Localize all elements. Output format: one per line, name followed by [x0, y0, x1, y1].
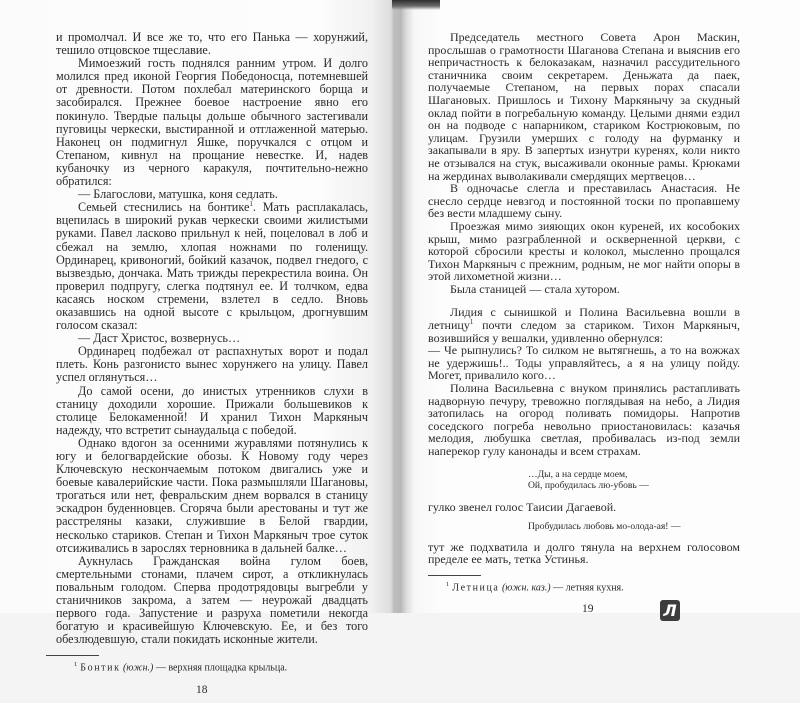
- paragraph: Была станицей — стала хутором.: [450, 281, 620, 296]
- publisher-logo: Л: [660, 600, 680, 621]
- paragraph: и промолчал. И все же то, что его Панька — хорунжий, тешило отцовское тщеславие.: [56, 30, 368, 58]
- paragraph: До самой осени, до инистых утренников слухи в станицу доходили хорошие. Прижали большевиков к столице Белокаменной! И хранил Тихон Маркяныч надежду, что встретит сынаудальца с победой.: [56, 383, 368, 437]
- dialogue-line: — Даст Христос, возвернусь…: [78, 331, 241, 346]
- page-number: 18: [196, 683, 208, 696]
- verse-line: Ой, пробудилась лю-убовь —: [528, 480, 649, 492]
- paragraph: Однако вдогон за осенними журавлями потянулись к югу и белогвардейские обозы. К Новому году через Ключевскую нескончаемым потоком двигались уже и боевые кавалерийские части. Пока размышляли Шагановы, трогаться или нет, февральским днем ворвался в станицу эскадрон буденновцев. Сгоряча были арестованы и тут же расстреляны казаки, служившие в Белой гвардии, несколько стариков. Степан и Тихон Маркяныч трое суток отсиживались в зарослях терновника в дальней балке…: [56, 435, 368, 555]
- footnote: [56, 659, 368, 674]
- paragraph-text: . Мать расплакалась, вцепилась в широкий рукав черкески своими жилистыми руками. Павел ласково прильнул к ней, поцеловал в лоб и сбежал на землю, хлопая ножнами по голенищу. Ординарец, кривоногий, бойкий казачок, подвел гнедого, с вызвездью, дончака. Мать трижды перекрестила воина. Он проверил подпругу, слегка подтянул ее. И толчком, едва касаясь носком стремени, взлетел в седло. Вновь оказавшись на одной высоте с крыльцом, дрогнувшим голосом сказал:: [56, 200, 368, 333]
- paragraph-text: почти следом за стариком. Тихон Маркяныч, возившийся у вешалки, удивленно обернулся:: [428, 318, 740, 345]
- song-verse: [528, 469, 740, 492]
- binding-edge: [392, 0, 440, 10]
- song-verse: [528, 521, 740, 533]
- page-footer: [428, 600, 740, 622]
- left-page-column: [56, 31, 368, 703]
- verse-line: Пробудилась любовь мо-олода-ая! —: [528, 521, 681, 533]
- right-page: [395, 0, 800, 621]
- footnote: [428, 579, 740, 594]
- dialogue-line: — Благослови, матушка, коня седлать.: [78, 187, 278, 202]
- footnote-term: Бонтик: [80, 662, 121, 674]
- footnote-mark: 1: [74, 661, 78, 669]
- paragraph: Ординарец подбежал от распахнутых ворот и подал плеть. Конь разгонисто вынес хорунжего на улицу. Павел успел оглянуться…: [56, 344, 368, 385]
- paragraph: В одночасье слегла и преставилась Анастасия. Не снесло сердце невзгод и постоянной тоски по пропавшему без вести младшему сыну.: [428, 181, 740, 221]
- footnote-divider: [428, 575, 481, 576]
- paragraph: Мимоезжий гость поднялся ранним утром. И долго молился пред иконой Георгия Победоносца, потемневшей от древности. Потом похлебал материнского борща и засобирался. Прежнее боевое настроение явно его покинуло. Твердые пальцы дольше обычного застегивали пуговицы черкески, выстиранной и отглаженной матерью. Наконец он подмигнул Яшке, поручкался с отцом и Степаном, кивнул на прощание невестке. И, надев кубаночку из черного каракуля, почтительно-нежно обратился:: [56, 56, 368, 189]
- footnote-reference[interactable]: 1: [249, 200, 253, 209]
- paragraph: [428, 306, 740, 344]
- footnote-definition: — верхняя площадка крыльца.: [155, 662, 288, 674]
- paragraph: Аукнулась Гражданская война гулом боев, смертельными стонами, плачем сирот, а откликнулась повальным голодом. Сперва продотрядовцы выгребли у станичников закрома, а затем — неурожай двадцать первого года. Запустение и разруха пометили некогда богатую и красивейшую Ключевскую. Ее, и без того обезлюдевшую, стали покидать исконные жители.: [56, 553, 368, 647]
- footnote-note: (южн.): [123, 662, 154, 674]
- right-page-body: [428, 31, 740, 566]
- footnote-divider: [46, 655, 99, 656]
- footnote-reference[interactable]: 1: [469, 318, 474, 327]
- paragraph: Председатель местного Совета Арон Маскин, прослышав о грамотности Шаганова Степана и выяснив его непричастность к белоказакам, назначил рассудительного станичника своим секретарем. Деньжата да паек, получаемые Степаном, на первых порах спасали Шагановых. Пришлось и Тихону Маркянычу за скудный оклад пойти в погребальную команду. Целыми днями ездил он на подводе с напарником, стариком Кострюковым, по улицам. Грузили умерших с голоду на фурманку и закапывали в яру. В запертых изнутри куренях, коли никто не отзывался на стук, высаживали оконные рамы. Крюками на жердинах выволакивали смердящих мертвецов…: [428, 30, 740, 183]
- footnote-note: (южн. каз.): [501, 582, 551, 594]
- paragraph: гулко звенел голос Таисии Дагаевой.: [428, 499, 617, 514]
- paragraph-text: Лидия с сынишкой и Полина Васильевна вошли в летницу: [428, 305, 740, 333]
- page-number: 19: [582, 603, 594, 616]
- dialogue-line: — Че рыпнулись? То силком не вытягнешь, а то на вожжах не удержишь!.. Тоды управляйтесь, а я на улицу пойду. Могет, привалило кого…: [428, 343, 740, 383]
- paragraph: Проезжая мимо зияющих окон куреней, их кособоких крыш, мимо разграбленной и оскверненной церкви, с которой сбросили кресты и колокол, мысленно прощался Тихон Маркяныч с прежним, родным, не мог найти опоры в этой лихометной жизни…: [428, 218, 740, 284]
- verse-line: …Ды, а на сердце моем,: [528, 468, 628, 480]
- paragraph: тут же подхватила и долго тянула на верхнем голосовом пределе ее мать, тетка Устинья.: [428, 539, 740, 567]
- right-page-column: [428, 31, 740, 622]
- left-page-body: [56, 31, 368, 646]
- footnote-definition: — летняя кухня.: [553, 582, 624, 594]
- footnote-term: Летница: [452, 582, 500, 594]
- paragraph-text: Семьей стеснились на бонтике: [78, 200, 250, 215]
- paragraph: Полина Васильевна с внуком принялись растапливать надворную печуру, тревожно поглядывая на небо, а Лидия затопилась на огород поливать помидоры. Напротив соседского погреба невольно приостановилась: казачья мелодия, любушка светлая, пробивалась из-под земли наперекор гулу канонады и всем страхам.: [428, 381, 740, 458]
- left-page: [0, 0, 395, 696]
- page-footer: [56, 681, 368, 703]
- footnote-mark: 1: [446, 580, 450, 588]
- paragraph: [56, 201, 368, 332]
